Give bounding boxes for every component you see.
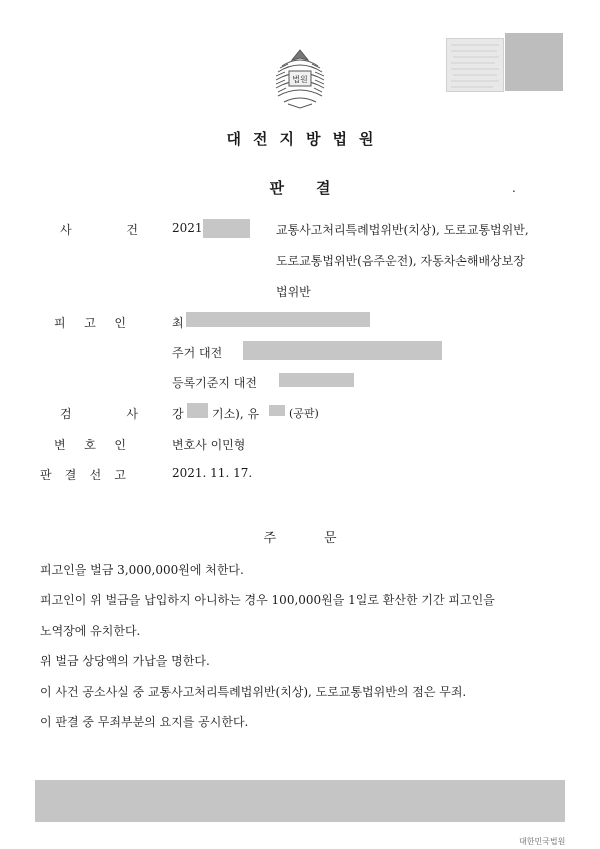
defendant-registry-label: 등록기준지 대전 (172, 376, 257, 390)
order-line-1: 피고인을 벌금 3,000,000원에 처한다. (40, 563, 244, 577)
label-verdict-date (40, 466, 126, 483)
stray-dot: . (512, 181, 516, 195)
section-title-order (0, 527, 600, 546)
label-char: 건 (126, 223, 138, 237)
section-title-char: 주 (263, 531, 276, 546)
redacted-prosecutor-1 (187, 403, 208, 418)
label-char: 사 (60, 223, 72, 237)
order-line-6: 이 판결 중 무죄부분의 요지를 공시한다. (40, 715, 249, 729)
prosecutor-1: 강 (172, 407, 184, 421)
label-char: 고 (114, 468, 126, 482)
case-offense-line2: 도로교통법위반(음주운전), 자동차손해배상보장 (276, 254, 525, 268)
court-name: 대전지방법원 (226, 130, 386, 148)
section-title-char: 문 (324, 531, 337, 546)
label-case (40, 221, 138, 238)
label-prosecutor (40, 405, 138, 422)
court-seal-icon (268, 46, 332, 110)
case-number-prefix: 2021 (172, 221, 203, 235)
label-attorney (40, 436, 126, 453)
title-char: 판 (269, 179, 284, 197)
verdict-date-value: 2021. 11. 17. (172, 466, 253, 480)
order-line-2: 피고인이 위 벌금을 납입하지 아니하는 경우 100,000원을 1일로 환산한 기간 피고인을 (40, 593, 495, 607)
footer-watermark: 대한민국법원 (519, 837, 566, 846)
label-char: 결 (64, 468, 77, 482)
prosecutor-mid: 기소), 유 (212, 407, 260, 421)
redacted-address (243, 341, 442, 360)
order-line-5: 이 사건 공소사실 중 교통사고처리특례법위반(치상), 도로교통법위반의 점은 무죄. (40, 685, 467, 699)
label-char: 고 (84, 316, 96, 330)
order-line-3: 노역장에 유치한다. (40, 624, 141, 638)
redacted-defendant-name (186, 312, 370, 327)
label-char: 변 (54, 438, 66, 452)
document-stamp (446, 38, 504, 92)
redacted-case-number (203, 219, 250, 238)
defendant-address-label: 주거 대전 (172, 346, 223, 360)
case-offense-line3: 법위반 (276, 285, 311, 299)
prosecutor-end: (공판) (289, 407, 319, 420)
label-char: 호 (84, 438, 96, 452)
defendant-name-prefix: 최 (172, 316, 184, 330)
seal-label: 법원 (292, 75, 308, 84)
redacted-prosecutor-2 (269, 405, 285, 416)
order-line-4: 위 벌금 상당액의 가납을 명한다. (40, 654, 210, 668)
document-title (0, 177, 600, 198)
label-char: 선 (89, 468, 102, 482)
case-offense-line1: 교통사고처리특례법위반(치상), 도로교통법위반, (276, 223, 529, 237)
label-char: 피 (54, 316, 66, 330)
attorney-value: 변호사 이민형 (172, 438, 246, 452)
label-char: 사 (126, 407, 138, 421)
redacted-footer (35, 780, 565, 822)
label-char: 판 (40, 468, 52, 482)
title-char: 결 (316, 179, 331, 197)
redacted-registry (279, 373, 354, 387)
label-defendant (40, 314, 126, 331)
label-char: 검 (60, 407, 72, 421)
label-char: 인 (114, 438, 126, 452)
redacted-stamp (505, 33, 563, 91)
label-char: 인 (114, 316, 126, 330)
